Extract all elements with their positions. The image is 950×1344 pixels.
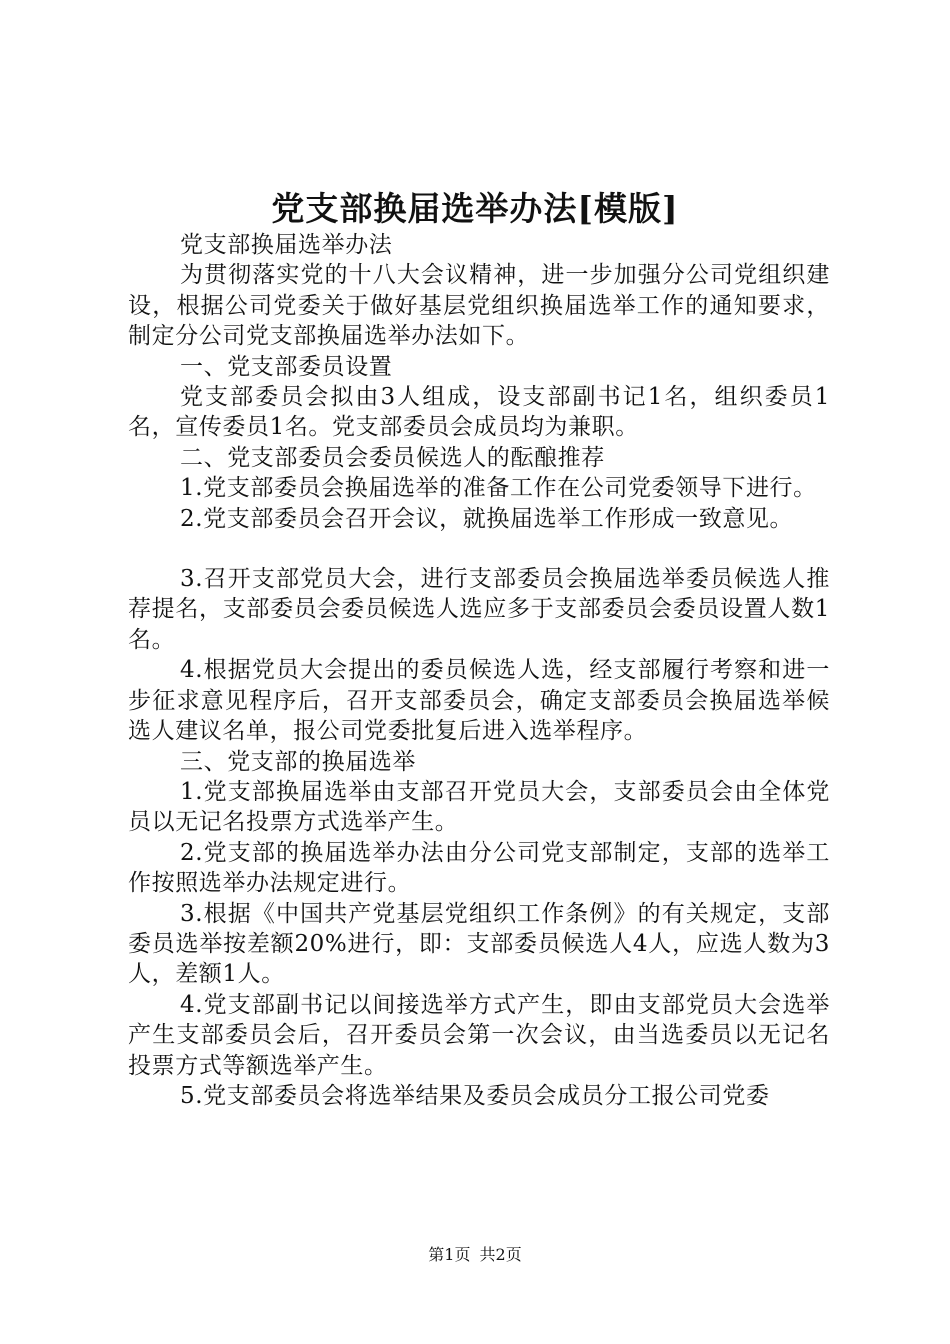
paragraph: 5.党支部委员会将选举结果及委员会成员分工报公司党委: [180, 1082, 770, 1109]
paragraph: 1.党支部换届选举由支部召开党员大会，支部委员会由全体党员以无记名投票方式选举产生。: [128, 778, 830, 836]
paragraph: 2.党支部的换届选举办法由分公司党支部制定，支部的选举工作按照选举办法规定进行。: [128, 839, 830, 897]
section-heading-2: 二、党支部委员会委员候选人的酝酿推荐: [180, 444, 605, 471]
paragraph: 1.党支部委员会换届选举的准备工作在公司党委领导下进行。: [180, 475, 817, 502]
document-body: [128, 230, 830, 1111]
page-number-footer: 第1页 共2页: [428, 1245, 522, 1264]
section-heading-3: 三、党支部的换届选举: [180, 748, 416, 775]
paragraph: 4.根据党员大会提出的委员候选人选，经支部履行考察和进一步征求意见程序后，召开支部委员会，确定支部委员会换届选举候选人建议名单，报公司党委批复后进入选举程序。: [128, 657, 830, 745]
paragraph-intro: 为贯彻落实党的十八大会议精神，进一步加强分公司党组织建设，根据公司党委关于做好基层党组织换届选举工作的通知要求，制定分公司党支部换届选举办法如下。: [128, 262, 830, 350]
paragraph-subtitle: 党支部换届选举办法: [180, 232, 393, 258]
section-heading-1: 一、党支部委员设置: [180, 353, 393, 380]
paragraph: 3.召开支部党员大会，进行支部委员会换届选举委员候选人推荐提名，支部委员会委员候选人选应多于支部委员会委员设置人数1名。: [128, 566, 830, 653]
paragraph: 4.党支部副书记以间接选举方式产生，即由支部党员大会选举产生支部委员会后，召开委员会第一次会议，由当选委员以无记名投票方式等额选举产生。: [128, 991, 830, 1079]
paragraph: 3.根据《中国共产党基层党组织工作条例》的有关规定，支部委员选举按差额20%进行，即：支部委员候选人4人，应选人数为3人，差额1人。: [128, 900, 830, 988]
paragraph: 党支部委员会拟由3人组成，设支部副书记1名，组织委员1名，宣传委员1名。党支部委员会成员均为兼职。: [128, 384, 830, 441]
document-title: 党支部换届选举办法[模版]: [271, 189, 679, 228]
paragraph: 2.党支部委员会召开会议，就换届选举工作形成一致意见。: [180, 505, 794, 532]
